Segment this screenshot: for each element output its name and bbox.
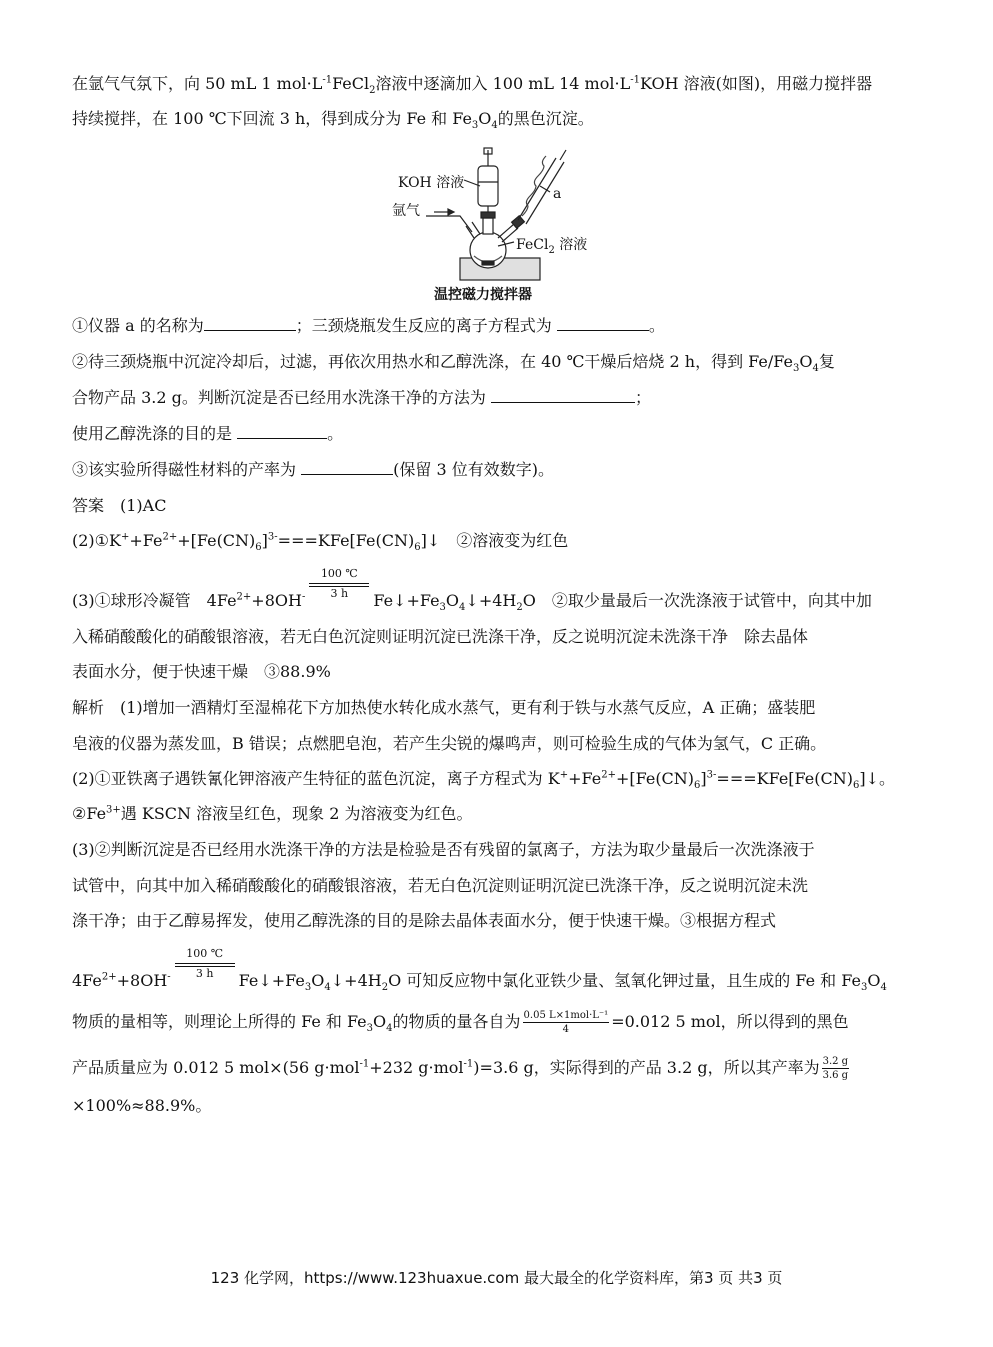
text: ①仪器 a 的名称为 — [72, 316, 204, 335]
condition-temp: 100 ℃ — [186, 947, 224, 960]
text: O — [445, 591, 460, 610]
label-argon: 氩气 — [392, 203, 420, 219]
sub: 3 — [366, 1023, 374, 1035]
question-3 — [72, 460, 554, 480]
text: +232 g·mol — [369, 1058, 464, 1077]
analysis-line-2: 皂液的仪器为蒸发皿，B 错误；点燃肥皂泡，若产生尖锐的爆鸣声，则可检验生成的气体为氢气，C 正确。 — [72, 734, 827, 753]
answer-line-3 — [72, 567, 872, 614]
problem-line-1 — [72, 74, 873, 97]
sup: -1 — [630, 74, 640, 86]
text: ③该实验所得磁性材料的产率为 — [72, 460, 297, 479]
sub: 2 — [369, 85, 376, 97]
text: 溶液中逐滴加入 100 mL 14 mol·L — [375, 74, 631, 93]
label-a: a — [553, 186, 562, 202]
text: ]↓ ②溶液变为红色 — [420, 531, 569, 550]
text: O — [867, 971, 881, 990]
sup: 2+ — [601, 769, 616, 781]
analysis-line-10 — [72, 1055, 851, 1082]
sub: 3 — [304, 982, 312, 994]
sub: 3 — [471, 120, 479, 132]
text: 合物产品 3.2 g。判断沉淀是否已经用水洗涤干净的方法为 — [72, 388, 486, 407]
answer-line-1: 答案 (1)AC — [72, 496, 167, 515]
text: ]↓。 — [859, 769, 895, 788]
denominator: 3.6 g — [822, 1070, 849, 1081]
question-2-line-1 — [72, 352, 835, 375]
text: +[Fe(CN) — [177, 531, 256, 550]
page-footer: 123 化学网，https://www.123huaxue.com 最大最全的化学资料库，第3 页 共3 页 — [210, 1269, 783, 1287]
figure-caption: 温控磁力搅拌器 — [434, 287, 532, 303]
text: O — [373, 1012, 387, 1031]
analysis-line-9 — [72, 1009, 849, 1036]
text: )=3.6 g，实际得到的产品 3.2 g，所以其产率为 — [473, 1058, 820, 1077]
answer-blank[interactable] — [491, 388, 635, 403]
sub: 4 — [386, 1023, 393, 1035]
text: (2)①K — [72, 531, 121, 550]
sup: + — [559, 769, 569, 781]
answer-blank[interactable] — [301, 460, 393, 475]
text: +Fe — [568, 769, 602, 788]
condition-temp: 100 ℃ — [320, 567, 358, 580]
analysis-line-1: 解析 (1)增加一酒精灯至湿棉花下方加热使水转化成水蒸气，更有利于铁与水蒸气反应，A 正确；盛装肥 — [72, 698, 816, 717]
problem-line-2 — [72, 109, 594, 132]
text: 。 — [648, 316, 665, 335]
text: Fe↓+Fe — [238, 971, 305, 990]
apparatus-diagram — [390, 146, 620, 304]
text: O — [478, 109, 492, 128]
answer-line-5: 表面水分，便于快速干燥 ③88.9% — [72, 662, 331, 681]
sub: 3 — [439, 602, 446, 614]
sub: 2 — [381, 982, 389, 994]
text: FeCl — [516, 237, 549, 253]
sub: 6 — [852, 780, 860, 792]
text: ===KFe[Fe(CN) — [716, 769, 853, 788]
text: ↓+4H — [330, 971, 382, 990]
sup: -1 — [359, 1058, 370, 1070]
text: ↓+4H — [465, 591, 517, 610]
sub: 2 — [516, 602, 523, 614]
text: 遇 KSCN 溶液呈红色，现象 2 为溶液变为红色。 — [120, 804, 473, 823]
sub: 3 — [792, 363, 800, 375]
text: (保留 3 位有效数字)。 — [393, 460, 554, 479]
analysis-line-11: ×100%≈88.9%。 — [72, 1096, 212, 1115]
text: O — [311, 971, 325, 990]
text: O 可知反应物中氯化亚铁少量、氢氧化钾过量，且生成的 Fe 和 Fe — [388, 971, 861, 990]
label-koh: KOH 溶液 — [398, 175, 465, 191]
sup: - — [167, 971, 171, 983]
sub: 4 — [812, 363, 819, 375]
argon-tube — [426, 216, 472, 232]
sub: 4 — [324, 982, 331, 994]
sub: 4 — [459, 602, 466, 614]
numerator: 0.05 L×1mol·L⁻¹ — [523, 1010, 609, 1021]
text: ；三颈烧瓶发生反应的离子方程式为 — [295, 316, 552, 335]
answer-blank[interactable] — [557, 316, 649, 331]
sup: -1 — [322, 74, 333, 86]
text: ； — [634, 388, 651, 407]
text: Fe↓+Fe — [373, 591, 440, 610]
text: 的黑色沉淀。 — [497, 109, 594, 128]
text: 溶液 — [554, 237, 588, 253]
text: FeCl — [332, 74, 370, 93]
sub: 6 — [255, 542, 262, 554]
condenser — [518, 158, 556, 220]
text: +8OH — [251, 591, 302, 610]
sup: - — [301, 591, 306, 603]
denominator: 4 — [562, 1024, 570, 1035]
sup: 3- — [706, 769, 717, 781]
analysis-line-5: (3)②判断沉淀是否已经用水洗涤干净的方法是检验是否有残留的氯离子，方法为取少量最后一次洗涤液于 — [72, 840, 815, 859]
apparatus-figure — [390, 146, 620, 304]
text: KOH 溶液(如图)，用磁力搅拌器 — [639, 74, 873, 93]
text: +Fe — [129, 531, 163, 550]
text: O ②取少量最后一次洗涤液于试管中，向其中加 — [522, 591, 872, 610]
sub: 4 — [491, 120, 498, 132]
sup: -1 — [463, 1058, 474, 1070]
sub: 4 — [880, 982, 887, 994]
text: 使用乙醇洗涤的目的是 — [72, 424, 233, 443]
text: +8OH — [116, 971, 168, 990]
question-2-line-3 — [72, 424, 343, 444]
sub: 6 — [694, 780, 701, 792]
text: ] — [261, 531, 268, 550]
analysis-line-8 — [72, 947, 887, 994]
answer-line-4: 入稀硝酸酸化的硝酸银溶液，若无白色沉淀则证明沉淀已洗涤干净，反之说明沉淀未洗涤干净 除去晶体 — [72, 627, 809, 646]
text: 4Fe — [72, 971, 102, 990]
text: O — [799, 352, 813, 371]
answer-line-2 — [72, 531, 569, 554]
question-2-line-2 — [72, 388, 651, 408]
text: 持续搅拌，在 100 ℃下回流 3 h，得到成分为 Fe 和 Fe — [72, 109, 472, 128]
sup: 2+ — [101, 971, 117, 983]
analysis-line-3 — [72, 769, 895, 792]
sub: 6 — [414, 542, 421, 554]
text: +[Fe(CN) — [615, 769, 695, 788]
sup: + — [120, 531, 130, 543]
condition-time: 3 h — [330, 587, 349, 600]
text: ②待三颈烧瓶中沉淀冷却后，过滤，再依次用热水和乙醇洗涤，在 40 ℃干燥后焙烧 2 h，得到 Fe/Fe — [72, 352, 793, 371]
text: 复 — [818, 352, 835, 371]
analysis-line-4 — [72, 804, 472, 824]
condition-time: 3 h — [195, 967, 214, 980]
text: 的物质的量各自为 — [392, 1012, 521, 1031]
numerator: 3.2 g — [822, 1056, 849, 1067]
analysis-line-6: 试管中，向其中加入稀硝酸酸化的硝酸银溶液，若无白色沉淀则证明沉淀已洗涤干净，反之说明沉淀未洗 — [72, 876, 809, 895]
fraction — [523, 1009, 610, 1036]
sup: 3- — [267, 531, 278, 543]
text: (3)①球形冷凝管 4Fe — [72, 591, 237, 610]
label-fecl2 — [516, 234, 587, 254]
question-1 — [72, 316, 665, 336]
dropping-funnel — [478, 166, 498, 206]
text: ] — [700, 769, 707, 788]
sup: 2+ — [236, 591, 252, 603]
text: 物质的量相等，则理论上所得的 Fe 和 Fe — [72, 1012, 367, 1031]
text: ===KFe[Fe(CN) — [277, 531, 415, 550]
text: 产品质量应为 0.012 5 mol×(56 g·mol — [72, 1058, 360, 1077]
text: (2)①亚铁离子遇铁氰化钾溶液产生特征的蓝色沉淀，离子方程式为 K — [72, 769, 560, 788]
reaction-arrow — [175, 947, 235, 991]
analysis-line-7: 涤干净；由于乙醇易挥发，使用乙醇洗涤的目的是除去晶体表面水分，便于快速干燥。③根据方程式 — [72, 911, 777, 930]
fraction — [822, 1055, 849, 1082]
sup: 3+ — [106, 804, 121, 816]
sub: 2 — [548, 244, 555, 256]
sub: 3 — [860, 982, 868, 994]
text: ②Fe — [72, 804, 107, 823]
reaction-arrow — [309, 567, 369, 611]
answer-blank[interactable] — [237, 424, 327, 439]
text: 。 — [327, 424, 344, 443]
sup: 2+ — [162, 531, 178, 543]
text: =0.012 5 mol，所以得到的黑色 — [611, 1012, 849, 1031]
answer-blank[interactable] — [204, 316, 296, 331]
text: 在氩气气氛下，向 50 mL 1 mol·L — [72, 74, 323, 93]
